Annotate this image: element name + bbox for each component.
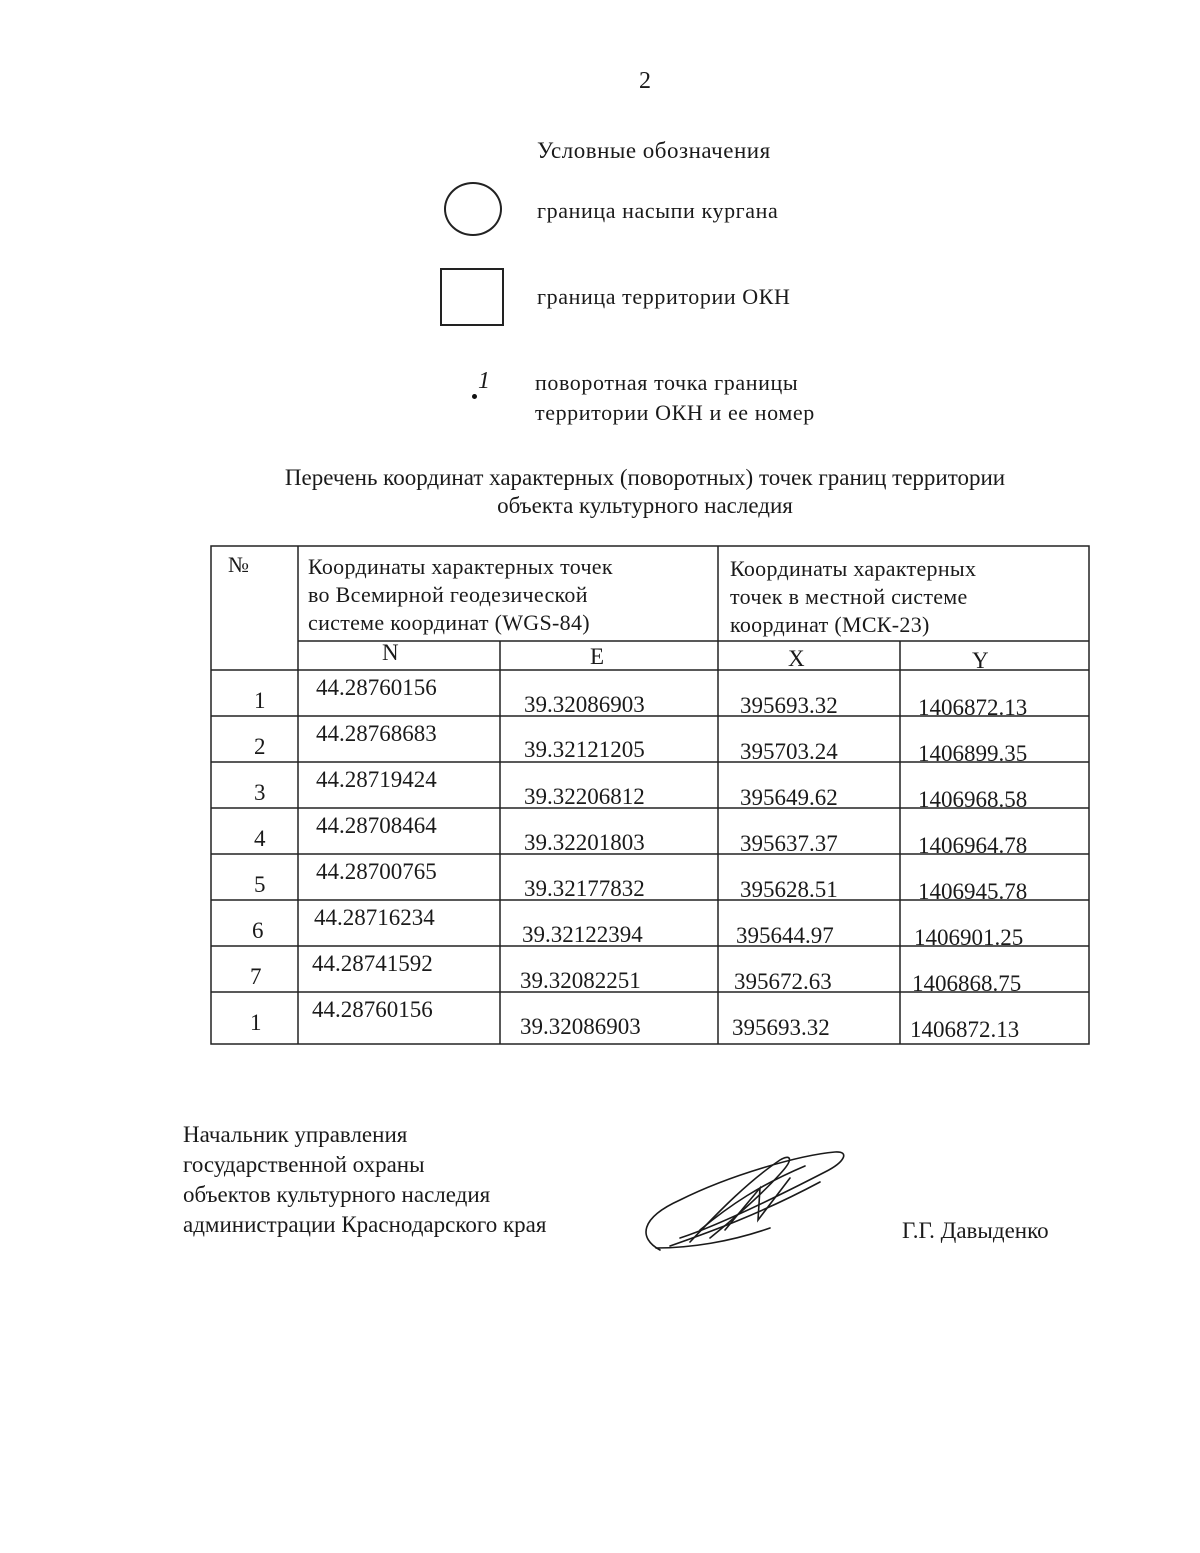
legend-label-mound: граница насыпи кургана	[537, 198, 779, 223]
row-num: 5	[254, 872, 266, 897]
row-x: 395672.63	[734, 969, 832, 994]
header-wgs	[308, 553, 613, 637]
row-y: 1406945.78	[918, 879, 1028, 904]
row-num: 4	[254, 826, 266, 851]
position-line3: объектов культурного наследия	[183, 1182, 491, 1207]
row-n: 44.28719424	[316, 767, 437, 792]
row-e: 39.32122394	[522, 922, 643, 947]
page-number: 2	[639, 68, 651, 94]
signature-position	[183, 1120, 546, 1240]
header-msk	[730, 555, 976, 639]
row-n: 44.28768683	[316, 721, 437, 746]
row-x: 395637.37	[740, 831, 838, 856]
row-e: 39.32201803	[524, 830, 645, 855]
legend-label-point-line2: территории ОКН и ее номер	[535, 400, 815, 425]
row-n: 44.28716234	[314, 905, 435, 930]
point-dot-icon	[472, 394, 477, 399]
header-num: №	[228, 552, 250, 577]
header-wgs-line2: во Всемирной геодезической	[308, 582, 588, 607]
row-num: 1	[250, 1010, 262, 1035]
point-number: 1	[478, 368, 490, 394]
header-msk-line1: Координаты характерных	[730, 556, 977, 581]
list-title-line2: объекта культурного наследия	[497, 493, 793, 518]
row-y: 1406899.35	[918, 741, 1028, 766]
row-y: 1406964.78	[918, 833, 1028, 858]
row-n: 44.28741592	[312, 951, 433, 976]
list-title	[0, 464, 1200, 520]
row-n: 44.28760156	[316, 675, 437, 700]
position-line1: Начальник управления	[183, 1122, 408, 1147]
row-e: 39.32177832	[524, 876, 645, 901]
header-wgs-line1: Координаты характерных точек	[308, 554, 613, 579]
row-x: 395703.24	[740, 739, 838, 764]
header-wgs-line3: системе координат (WGS-84)	[308, 610, 590, 635]
row-y: 1406868.75	[912, 971, 1022, 996]
row-y: 1406901.25	[914, 925, 1024, 950]
header-y: Y	[972, 648, 989, 673]
header-e: E	[590, 644, 605, 669]
row-n: 44.28700765	[316, 859, 437, 884]
position-line2: государственной охраны	[183, 1152, 425, 1177]
header-n: N	[382, 640, 399, 665]
header-x: X	[788, 646, 805, 671]
row-n: 44.28708464	[316, 813, 437, 838]
row-e: 39.32206812	[524, 784, 645, 809]
coordinates-table	[210, 545, 1090, 1045]
row-e: 39.32086903	[520, 1014, 641, 1039]
row-num: 6	[252, 918, 264, 943]
position-line4: администрации Краснодарского края	[183, 1212, 547, 1237]
row-x: 395628.51	[740, 877, 838, 902]
row-e: 39.32121205	[524, 737, 645, 762]
row-y: 1406872.13	[918, 695, 1028, 720]
row-x: 395649.62	[740, 785, 838, 810]
signatory-name: Г.Г. Давыденко	[902, 1218, 1049, 1243]
row-e: 39.32082251	[520, 968, 641, 993]
handwritten-signature-icon	[630, 1130, 860, 1260]
square-icon	[440, 268, 504, 326]
row-n: 44.28760156	[312, 997, 433, 1022]
header-msk-line3: координат (МСК-23)	[730, 612, 930, 637]
row-num: 2	[254, 734, 266, 759]
circle-icon	[444, 182, 502, 236]
row-num: 3	[254, 780, 266, 805]
row-x: 395693.32	[732, 1015, 830, 1040]
row-num: 1	[254, 688, 266, 713]
row-y: 1406968.58	[918, 787, 1028, 812]
row-x: 395644.97	[736, 923, 834, 948]
row-x: 395693.32	[740, 693, 838, 718]
turning-point-icon	[466, 368, 502, 408]
row-y: 1406872.13	[910, 1017, 1020, 1042]
list-title-line1: Перечень координат характерных (поворотных) точек границ территории	[284, 465, 1006, 490]
legend-label-territory: граница территории ОКН	[537, 284, 791, 309]
header-msk-line2: точек в местной системе	[730, 584, 968, 609]
legend-title: Условные обозначения	[537, 138, 771, 163]
row-num: 7	[250, 964, 262, 989]
legend-label-point-line1: поворотная точка границы	[535, 370, 799, 395]
row-e: 39.32086903	[524, 692, 645, 717]
